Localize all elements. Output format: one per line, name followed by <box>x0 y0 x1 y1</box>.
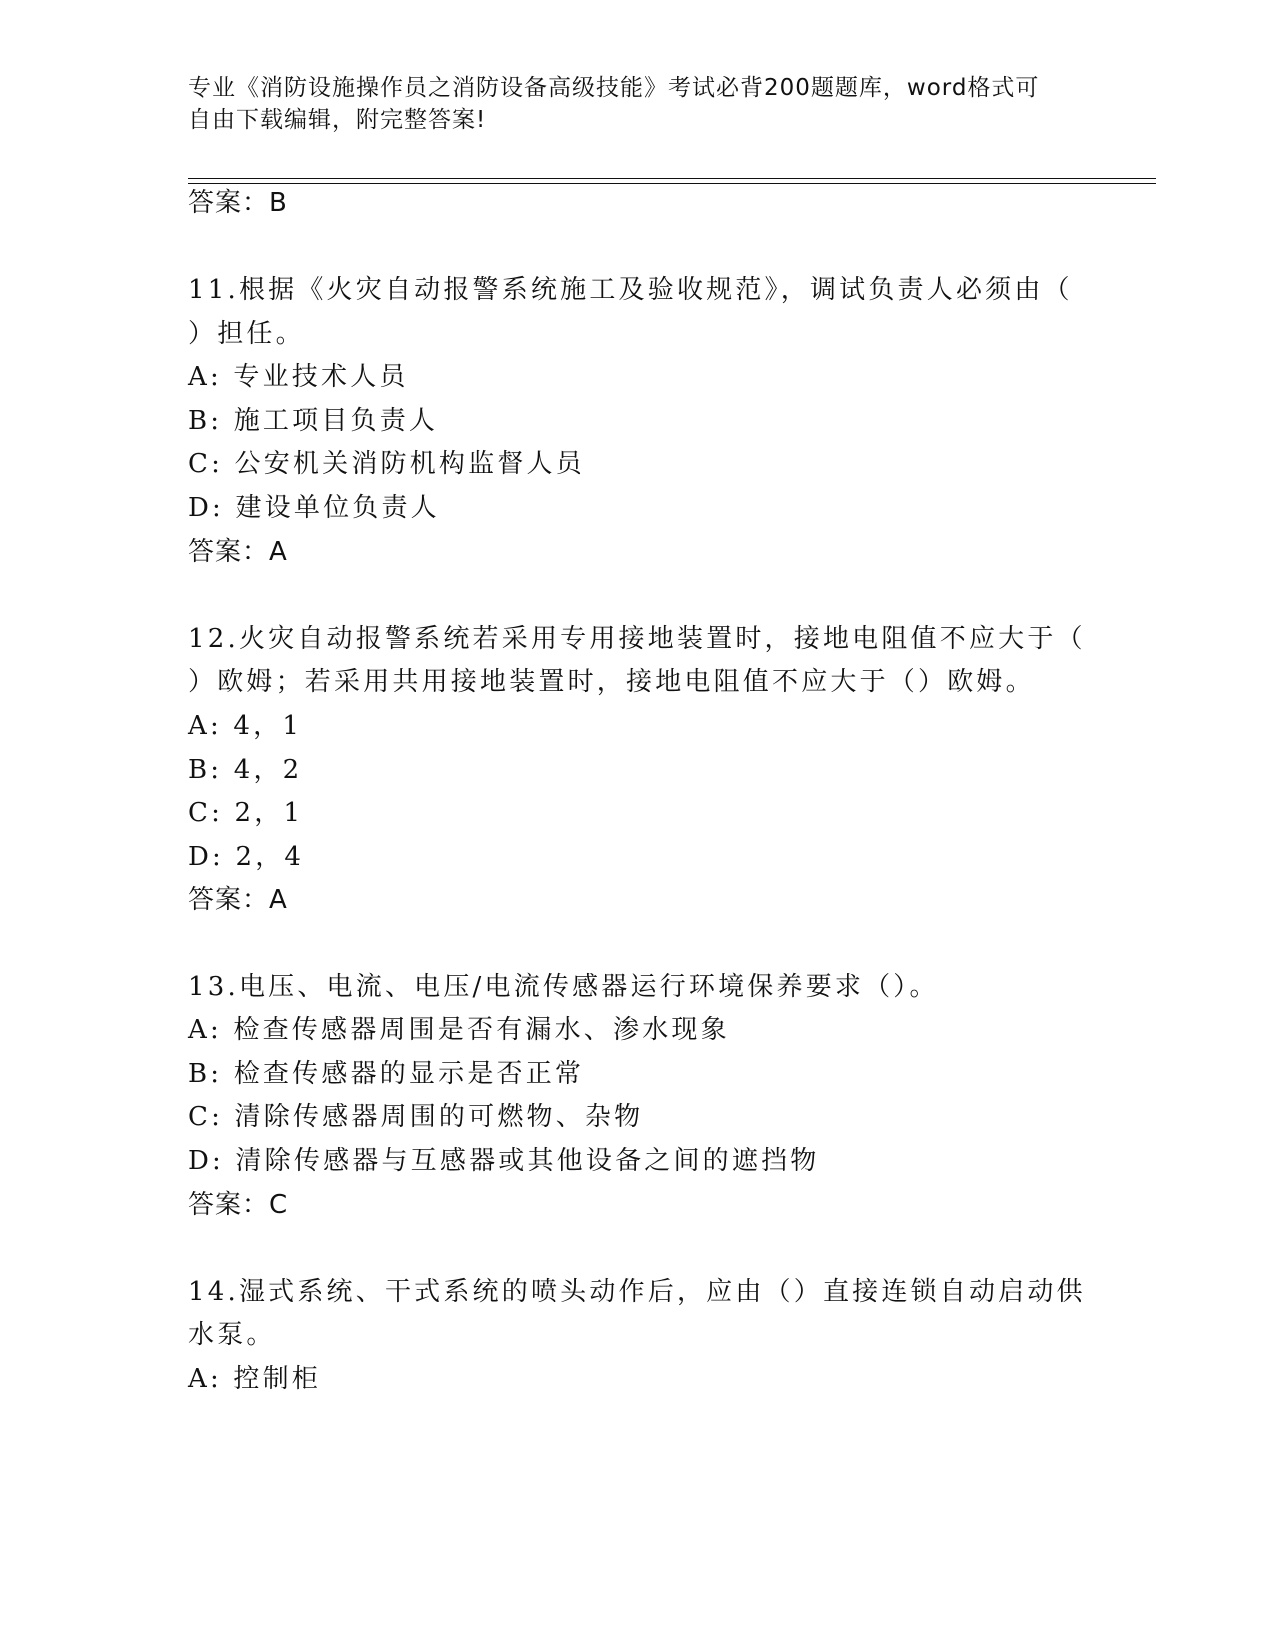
question-13-option-d: D: 清除传感器与互感器或其他设备之间的遮挡物 <box>188 1146 820 1176</box>
question-13-option-b: B: 检查传感器的显示是否正常 <box>188 1059 585 1089</box>
header-line-1: 专业《消防设施操作员之消防设备高级技能》考试必背200题题库，word格式可 <box>188 75 1040 101</box>
answer-q10: 答案：B <box>188 188 288 218</box>
question-14-stem-line-1: 14.湿式系统、干式系统的喷头动作后，应由（）直接连锁自动启动供 <box>188 1277 1086 1307</box>
question-11-stem-line-2: ）担任。 <box>188 319 305 349</box>
question-11-stem-line-1: 11.根据《火灾自动报警系统施工及验收规范》，调试负责人必须由（ <box>188 275 1073 305</box>
question-12-option-d: D: 2，4 <box>188 842 305 872</box>
question-11-option-b: B: 施工项目负责人 <box>188 406 439 436</box>
header-divider-bottom <box>188 183 1156 184</box>
question-12-stem-line-2: ）欧姆；若采用共用接地装置时，接地电阻值不应大于（）欧姆。 <box>188 667 1035 697</box>
question-12-option-c: C: 2，1 <box>188 798 304 828</box>
question-12-stem-line-1: 12.火灾自动报警系统若采用专用接地装置时，接地电阻值不应大于（ <box>188 624 1086 654</box>
question-13-option-a: A: 检查传感器周围是否有漏水、渗水现象 <box>188 1015 730 1045</box>
header-divider-top <box>188 178 1156 179</box>
question-11-option-d: D: 建设单位负责人 <box>188 493 440 523</box>
question-12-option-b: B: 4，2 <box>188 755 303 785</box>
question-14-option-a: A: 控制柜 <box>188 1364 322 1394</box>
answer-q13: 答案：C <box>188 1190 289 1220</box>
document-header <box>188 72 1088 136</box>
question-14-stem-line-2: 水泵。 <box>188 1320 276 1350</box>
question-11-option-a: A: 专业技术人员 <box>188 362 409 392</box>
question-12-option-a: A: 4，1 <box>188 711 303 741</box>
answer-q12: 答案：A <box>188 885 288 915</box>
question-11-option-c: C: 公安机关消防机构监督人员 <box>188 449 585 479</box>
answer-q11: 答案：A <box>188 537 288 567</box>
question-13-option-c: C: 清除传感器周围的可燃物、杂物 <box>188 1102 644 1132</box>
header-line-2: 自由下载编辑，附完整答案! <box>188 107 487 133</box>
question-13-stem-line-1: 13.电压、电流、电压/电流传感器运行环境保养要求（）。 <box>188 972 939 1002</box>
